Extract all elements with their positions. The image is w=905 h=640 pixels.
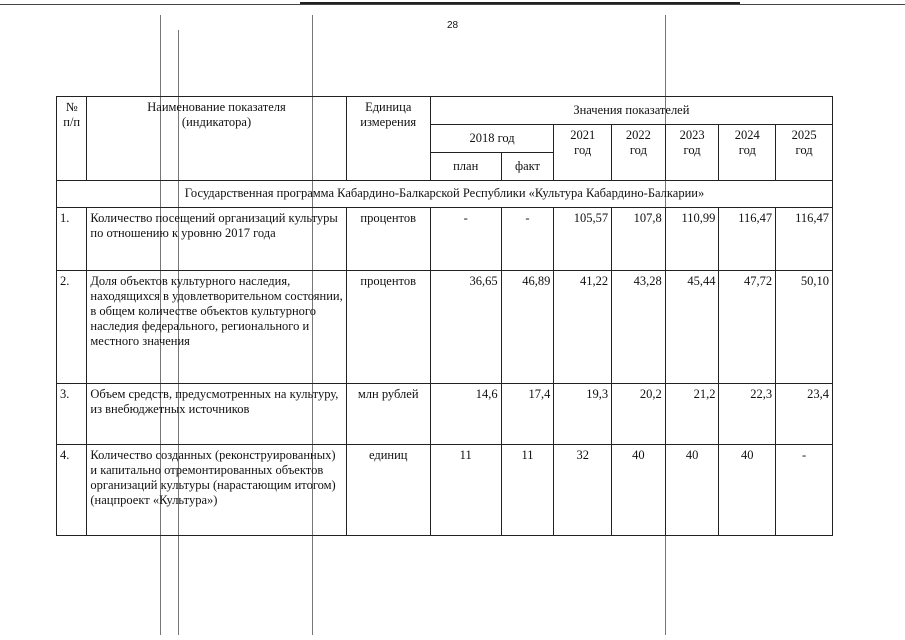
row-number: 1. bbox=[57, 208, 87, 271]
header-plan: план bbox=[430, 153, 501, 181]
value-2023: 21,2 bbox=[665, 384, 719, 445]
scan-top-rule-thick bbox=[300, 2, 740, 4]
fact-cell: - bbox=[501, 208, 554, 271]
header-fact: факт bbox=[501, 153, 554, 181]
header-name: Наименование показателя (индикатора) bbox=[87, 97, 346, 181]
value-2024: 40 bbox=[719, 445, 776, 536]
unit-cell: процентов bbox=[346, 271, 430, 384]
plan-cell: 36,65 bbox=[430, 271, 501, 384]
value-2025: 23,4 bbox=[776, 384, 833, 445]
header-unit: Единица измерения bbox=[346, 97, 430, 181]
header-values-group: Значения показателей bbox=[430, 97, 832, 125]
unit-cell: единиц bbox=[346, 445, 430, 536]
indicator-name: Количество посещений организаций культуры по отношению к уровню 2017 года bbox=[87, 208, 346, 271]
page-number: 28 bbox=[446, 20, 459, 31]
value-2022: 107,8 bbox=[612, 208, 666, 271]
value-2021: 105,57 bbox=[554, 208, 612, 271]
table-row bbox=[57, 445, 833, 536]
table-row bbox=[57, 271, 833, 384]
plan-cell: 11 bbox=[430, 445, 501, 536]
unit-cell: млн рублей bbox=[346, 384, 430, 445]
value-2023: 45,44 bbox=[665, 271, 719, 384]
value-2025: 116,47 bbox=[776, 208, 833, 271]
value-2023: 110,99 bbox=[665, 208, 719, 271]
row-number: 3. bbox=[57, 384, 87, 445]
fact-cell: 46,89 bbox=[501, 271, 554, 384]
value-2022: 20,2 bbox=[612, 384, 666, 445]
value-2024: 22,3 bbox=[719, 384, 776, 445]
value-2024: 116,47 bbox=[719, 208, 776, 271]
value-2021: 19,3 bbox=[554, 384, 612, 445]
value-2025: 50,10 bbox=[776, 271, 833, 384]
header-year-2023: 2023 год bbox=[665, 125, 719, 181]
table-row bbox=[57, 384, 833, 445]
value-2025: - bbox=[776, 445, 833, 536]
row-number: 4. bbox=[57, 445, 87, 536]
header-num: № п/п bbox=[57, 97, 87, 181]
value-2022: 40 bbox=[612, 445, 666, 536]
fact-cell: 17,4 bbox=[501, 384, 554, 445]
plan-cell: 14,6 bbox=[430, 384, 501, 445]
value-2023: 40 bbox=[665, 445, 719, 536]
header-year-2024: 2024 год bbox=[719, 125, 776, 181]
table-row bbox=[57, 208, 833, 271]
value-2021: 32 bbox=[554, 445, 612, 536]
program-title-row bbox=[57, 181, 833, 208]
value-2021: 41,22 bbox=[554, 271, 612, 384]
header-year-2025: 2025 год bbox=[776, 125, 833, 181]
value-2022: 43,28 bbox=[612, 271, 666, 384]
header-row-1 bbox=[57, 97, 833, 125]
indicator-name: Количество созданных (реконструированных) и капитально отремонтированных объектов организаций культуры (нарастающим итогом) (нацпроект «Культура») bbox=[87, 445, 346, 536]
scan-top-rule bbox=[0, 4, 905, 5]
indicator-name: Доля объектов культурного наследия, находящихся в удовлетворительном состоянии, в общем количестве объектов культурного наследия федерального, регионального и местного значения bbox=[87, 271, 346, 384]
value-2024: 47,72 bbox=[719, 271, 776, 384]
plan-cell: - bbox=[430, 208, 501, 271]
unit-cell: процентов bbox=[346, 208, 430, 271]
indicator-name: Объем средств, предусмотренных на культуру, из внебюджетных источников bbox=[87, 384, 346, 445]
header-year-2018: 2018 год bbox=[430, 125, 554, 153]
program-title: Государственная программа Кабардино-Балкарской Республики «Культура Кабардино-Балкарии» bbox=[57, 181, 833, 208]
indicators-table bbox=[56, 96, 833, 536]
header-year-2021: 2021 год bbox=[554, 125, 612, 181]
row-number: 2. bbox=[57, 271, 87, 384]
fact-cell: 11 bbox=[501, 445, 554, 536]
header-year-2022: 2022 год bbox=[612, 125, 666, 181]
